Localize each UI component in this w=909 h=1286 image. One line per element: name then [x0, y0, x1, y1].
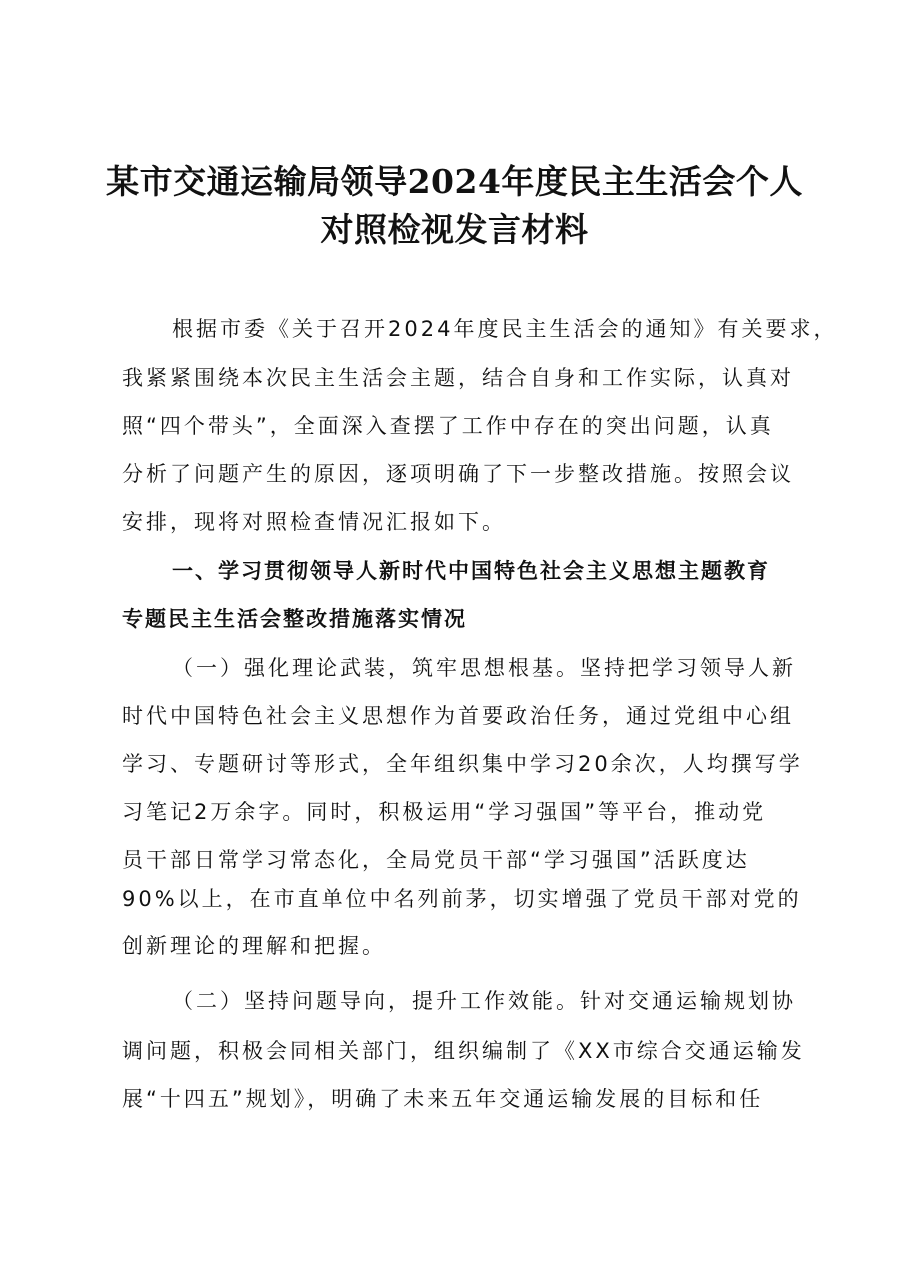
subsection-1-line-4: 习笔记2万余字。同时，积极运用“学习强国”等平台，推动党 — [122, 800, 767, 824]
document-title-line-1: 某市交通运输局领导2024年度民主生活会个人 — [106, 162, 803, 201]
subsection-2-line-1: （二）坚持问题导向，提升工作效能。针对交通运输规划协 — [172, 989, 796, 1013]
intro-paragraph-line-2: 我紧紧围绕本次民主生活会主题，结合自身和工作实际，认真对 — [122, 366, 794, 390]
subsection-1-line-1: （一）强化理论武装，筑牢思想根基。坚持把学习领导人新 — [172, 656, 796, 680]
subsection-1-line-2: 时代中国特色社会主义思想作为首要政治任务，通过党组中心组 — [122, 704, 794, 728]
subsection-1-line-5: 员干部日常学习常态化，全局党员干部“学习强国”活跃度达 — [122, 848, 750, 872]
intro-paragraph-line-3: 照“四个带头”，全面深入查摆了工作中存在的突出问题，认真 — [122, 414, 774, 438]
section-heading-line-1: 一、学习贯彻领导人新时代中国特色社会主义思想主题教育 — [172, 559, 770, 583]
intro-paragraph-line-4: 分析了问题产生的原因，逐项明确了下一步整改措施。按照会议 — [122, 462, 794, 486]
subsection-1-line-3: 学习、专题研讨等形式，全年组织集中学习20余次，人均撰写学 — [122, 752, 803, 776]
subsection-1-line-7: 创新理论的理解和把握。 — [122, 934, 386, 958]
intro-paragraph-line-1: 根据市委《关于召开2024年度民主生活会的通知》有关要求， — [172, 317, 838, 341]
subsection-1-line-6: 90%以上，在市直单位中名列前茅，切实增强了党员干部对党的 — [122, 887, 802, 911]
subsection-2-line-2: 调问题，积极会同相关部门，组织编制了《XX市综合交通运输发 — [122, 1039, 805, 1063]
intro-paragraph-line-5: 安排，现将对照检查情况汇报如下。 — [122, 510, 506, 534]
document-title-line-2: 对照检视发言材料 — [320, 210, 589, 249]
section-heading-line-2: 专题民主生活会整改措施落实情况 — [122, 607, 467, 631]
subsection-2-line-3: 展“十四五”规划》，明确了未来五年交通运输发展的目标和任 — [122, 1087, 764, 1111]
